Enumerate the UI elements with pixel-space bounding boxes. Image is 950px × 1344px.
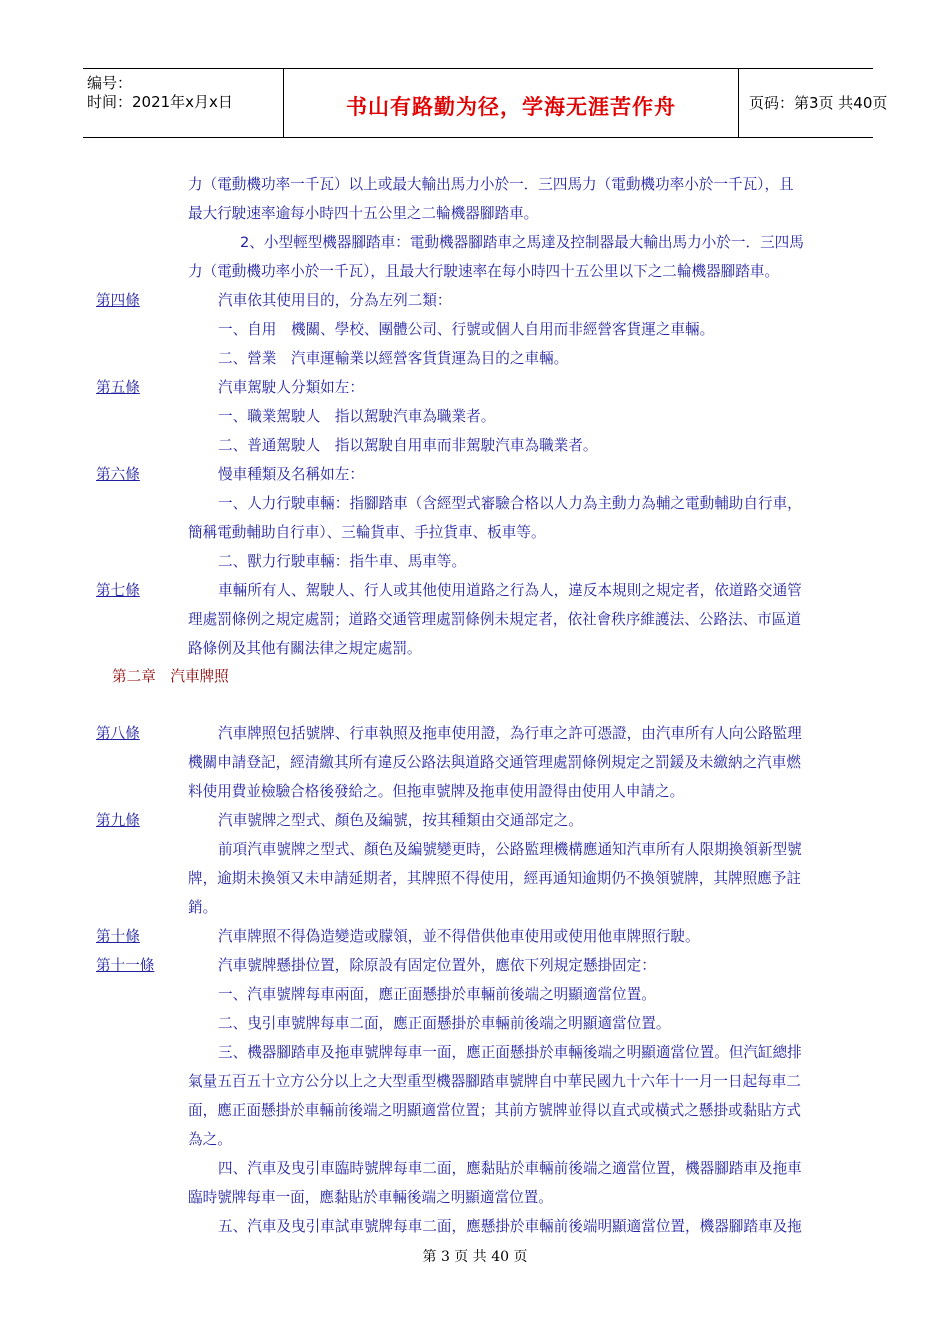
text-line: 車輛所有人、駕駛人、行人或其他使用道路之行為人，違反本規則之規定者，依道路交通管: [218, 582, 802, 599]
document-number-label: 编号：: [87, 74, 133, 92]
text-line: 牌，逾期未換領又未申請延期者，其牌照不得使用，經再通知逾期仍不換領號牌，其牌照應予註: [188, 870, 801, 887]
article-link[interactable]: 第四條: [96, 292, 140, 309]
text-line: 汽車依其使用目的，分為左列二類：: [218, 292, 452, 309]
text-line: 三、機器腳踏車及拖車號牌每車一面，應正面懸掛於車輛後端之明顯適當位置。但汽缸總排: [218, 1044, 802, 1061]
text-line: 為之。: [188, 1131, 232, 1148]
text-line: 一、自用 機關、學校、團體公司、行號或個人自用而非經營客貨運之車輛。: [218, 321, 715, 338]
text-line: 四、汽車及曳引車臨時號牌每車二面，應黏貼於車輛前後端之適當位置，機器腳踏車及拖車: [218, 1160, 802, 1177]
text-line: 二、普通駕駛人 指以駕駛自用車而非駕駛汽車為職業者。: [218, 437, 598, 454]
article-link[interactable]: 第六條: [96, 466, 140, 483]
article-link[interactable]: 第五條: [96, 379, 140, 396]
page-header: [83, 68, 888, 138]
article-link[interactable]: 第十一條: [96, 957, 155, 974]
text-line: 二、獸力行駛車輛：指牛車、馬車等。: [218, 553, 467, 570]
text-line: 一、人力行駛車輛：指腳踏車（含經型式審驗合格以人力為主動力為輔之電動輔助自行車，: [218, 495, 802, 512]
motto: 书山有路勤为径，学海无涯苦作舟: [346, 95, 676, 119]
text-line: 銷。: [188, 899, 218, 916]
text-line: 機關申請登記，經清繳其所有違反公路法與道路交通管理處罰條例規定之罰鍰及未繳納之汽車燃: [188, 754, 801, 771]
text-line: 一、職業駕駛人 指以駕駛汽車為職業者。: [218, 408, 496, 425]
text-line: 慢車種類及名稱如左：: [218, 466, 364, 483]
text-line: 料使用費並檢驗合格後發給之。但拖車號牌及拖車使用證得由使用人申請之。: [188, 783, 685, 800]
text-line: 面，應正面懸掛於車輛前後端之明顯適當位置；其前方號牌並得以直式或橫式之懸掛或黏貼方式: [188, 1102, 801, 1119]
article-link[interactable]: 第十條: [96, 928, 140, 945]
text-line: 汽車號牌懸掛位置，除原設有固定位置外，應依下列規定懸掛固定：: [218, 957, 656, 974]
article-link[interactable]: 第八條: [96, 725, 140, 742]
page-footer: 第 3 页 共 40 页: [422, 1249, 528, 1265]
text-line: 一、汽車號牌每車兩面，應正面懸掛於車輛前後端之明顯適當位置。: [218, 986, 656, 1003]
text-line: 路條例及其他有關法律之規定處罰。: [188, 640, 422, 657]
date-line: 时间：2021年x月x日: [87, 93, 233, 111]
text-line: 汽車號牌之型式、顏色及編號，按其種類由交通部定之。: [218, 812, 583, 829]
header-motto-cell: [283, 69, 739, 137]
text-line: 二、曳引車號牌每車二面，應正面懸掛於車輛前後端之明顯適當位置。: [218, 1015, 671, 1032]
text-line: 五、汽車及曳引車試車號牌每車二面，應懸掛於車輛前後端明顯適當位置，機器腳踏車及拖: [218, 1218, 802, 1235]
text-line: 汽車牌照不得偽造變造或朦領，並不得借供他車使用或使用他車牌照行駛。: [218, 928, 700, 945]
text-line: 氣量五百五十立方公分以上之大型重型機器腳踏車號牌自中華民國九十六年十一月一日起每車二: [188, 1073, 801, 1090]
article-link[interactable]: 第七條: [96, 582, 140, 599]
page-info: 页码：第3页 共40页: [749, 94, 888, 112]
text-line: 力（電動機功率小於一千瓦），且最大行駛速率在每小時四十五公里以下之二輪機器腳踏車。: [188, 263, 780, 280]
text-line: 2、小型輕型機器腳踏車：電動機器腳踏車之馬達及控制器最大輸出馬力小於一．三四馬: [240, 234, 804, 251]
header-page-cell: [739, 69, 888, 137]
text-line: 最大行駛速率逾每小時四十五公里之二輪機器腳踏車。: [188, 205, 539, 222]
text-line: 力（電動機功率一千瓦）以上或最大輸出馬力小於一．三四馬力（電動機功率小於一千瓦），且: [188, 176, 794, 193]
text-line: 臨時號牌每車一面，應黏貼於車輛後端之明顯適當位置。: [188, 1189, 553, 1206]
text-line: 簡稱電動輔助自行車）、三輪貨車、手拉貨車、板車等。: [188, 524, 546, 541]
text-line: 理處罰條例之規定處罰；道路交通管理處罰條例未規定者，依社會秩序維護法、公路法、市區道: [188, 611, 801, 628]
text-line: 汽車牌照包括號牌、行車執照及拖車使用證，為行車之許可憑證，由汽車所有人向公路監理: [218, 725, 802, 742]
article-link[interactable]: 第九條: [96, 812, 140, 829]
text-line: 汽車駕駛人分類如左：: [218, 379, 364, 396]
chapter-heading: 第二章 汽車牌照: [112, 668, 229, 685]
text-line: 前項汽車號牌之型式、顏色及編號變更時，公路監理機構應通知汽車所有人限期換領新型號: [218, 841, 802, 858]
header-left-cell: [83, 69, 283, 137]
text-line: 二、營業 汽車運輸業以經營客貨貨運為目的之車輛。: [218, 350, 569, 367]
